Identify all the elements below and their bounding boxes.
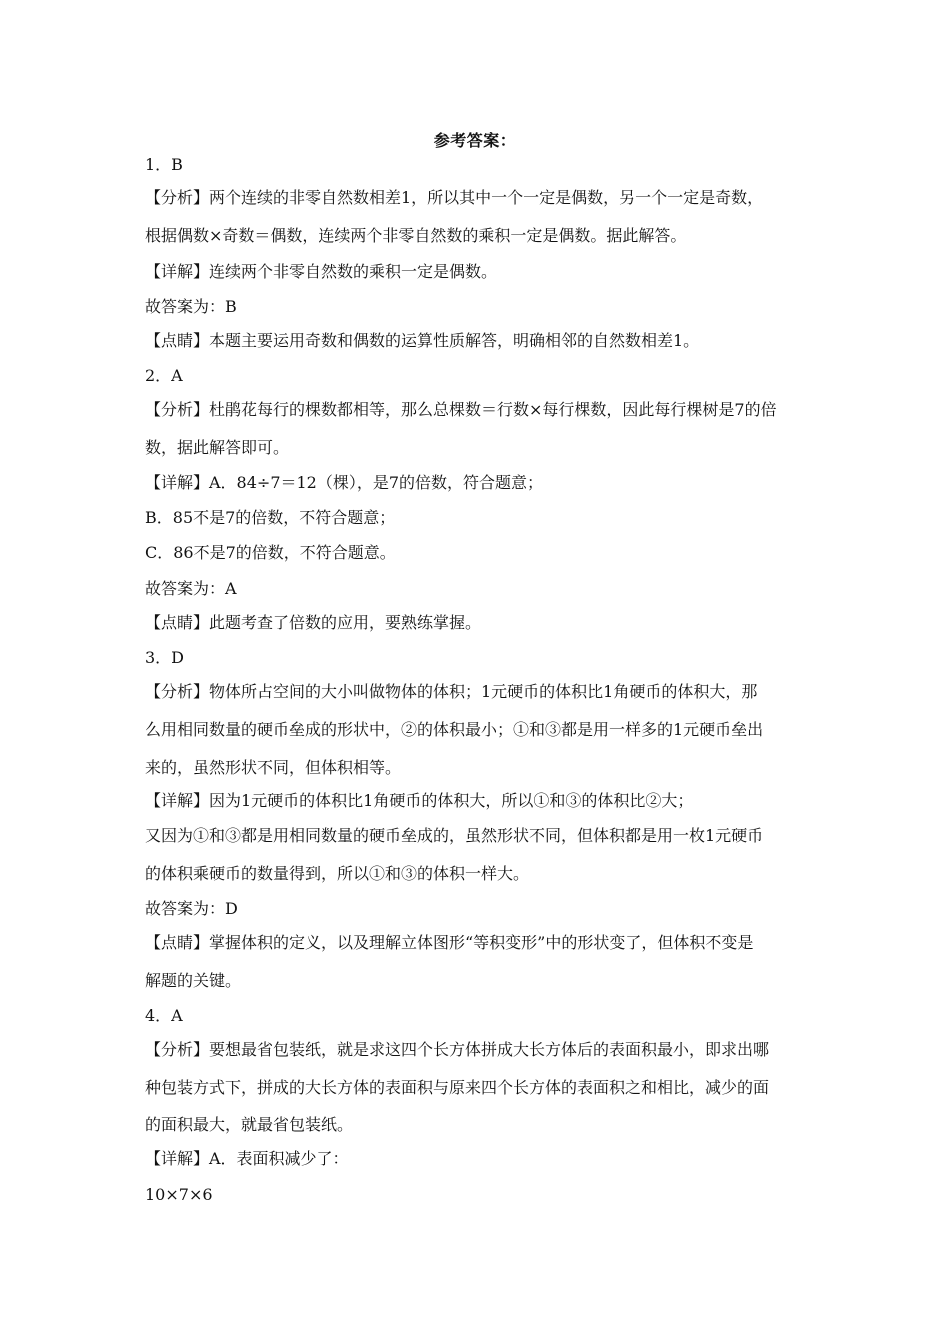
answer-line: 【分析】两个连续的非零自然数相差1，所以其中一个一定是偶数，另一个一定是奇数， (145, 188, 764, 207)
answer-line: 【分析】杜鹃花每行的棵数都相等，那么总棵数＝行数×每行棵数，因此每行棵树是7的倍 (145, 400, 777, 419)
answer-line: 【详解】A．表面积减少了： (145, 1149, 349, 1168)
answer-line: 故答案为：A (145, 579, 237, 598)
answer-line: 根据偶数×奇数＝偶数，连续两个非零自然数的乘积一定是偶数。据此解答。 (145, 226, 687, 245)
answer-line: 来的，虽然形状不同，但体积相等。 (145, 758, 402, 777)
answer-line: C．86不是7的倍数，不符合题意。 (145, 543, 396, 562)
answer-line: 【点睛】本题主要运用奇数和偶数的运算性质解答，明确相邻的自然数相差1。 (145, 331, 700, 350)
answer-line: 又因为①和③都是用相同数量的硬币垒成的，虽然形状不同，但体积都是用一枚1元硬币 (145, 826, 764, 845)
answer-line: 4．A (145, 1006, 183, 1025)
answer-line: 1．B (145, 155, 183, 174)
answer-line: 的面积最大，就最省包装纸。 (145, 1115, 354, 1134)
answer-line: 种包装方式下，拼成的大长方体的表面积与原来四个长方体的表面积之和相比，减少的面 (145, 1078, 770, 1097)
answer-line: 3．D (145, 648, 185, 667)
answer-line: 10×7×6 (145, 1185, 213, 1204)
answer-line: 【分析】要想最省包装纸，就是求这四个长方体拼成大长方体后的表面积最小，即求出哪 (145, 1040, 770, 1059)
answer-line: 2．A (145, 366, 183, 385)
answer-line: 故答案为：B (145, 297, 237, 316)
answer-line: 【详解】因为1元硬币的体积比1角硬币的体积大，所以①和③的体积比②大； (145, 791, 694, 810)
answer-line: B．85不是7的倍数，不符合题意； (145, 508, 396, 527)
answer-line: 【点睛】掌握体积的定义，以及理解立体图形“等积变形”中的形状变了，但体积不变是 (145, 933, 754, 952)
answer-line: 解题的关键。 (145, 971, 242, 990)
answer-line: 【详解】A．84÷7＝12（棵），是7的倍数，符合题意； (145, 473, 544, 492)
answer-line: 【分析】物体所占空间的大小叫做物体的体积；1元硬币的体积比1角硬币的体积大，那 (145, 682, 758, 701)
page-title: 参考答案： (433, 131, 517, 150)
answer-line: 么用相同数量的硬币垒成的形状中，②的体积最小；①和③都是用一样多的1元硬币垒出 (145, 720, 764, 739)
answer-line: 数，据此解答即可。 (145, 438, 290, 457)
answer-line: 的体积乘硬币的数量得到，所以①和③的体积一样大。 (145, 864, 530, 883)
answer-line: 【点睛】此题考查了倍数的应用，要熟练掌握。 (145, 613, 482, 632)
answer-line: 故答案为：D (145, 899, 238, 918)
answer-line: 【详解】连续两个非零自然数的乘积一定是偶数。 (145, 262, 498, 281)
